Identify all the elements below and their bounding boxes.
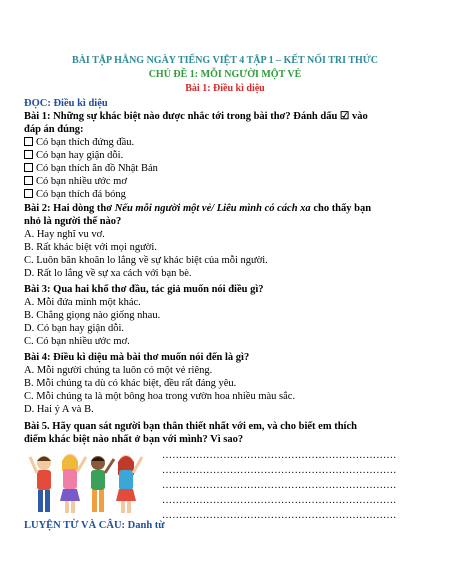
answer-option: B. Mỗi chúng ta dù có khác biệt, đều rất đáng yêu. xyxy=(24,378,237,389)
answer-option: D. Rất lo lắng về sự xa cách với bạn bè. xyxy=(24,268,192,279)
lesson-title: Bài 1: Điều kì diệu xyxy=(185,83,265,94)
checkbox-icon[interactable] xyxy=(24,163,33,172)
option-checkbox[interactable]: Có bạn hay giận dỗi. xyxy=(24,149,428,162)
answer-option: D. Hai ý A và B. xyxy=(24,404,94,415)
answer-option: D. Có bạn hay giận dỗi. xyxy=(24,323,125,334)
topic-title: CHỦ ĐỀ 1: MỖI NGƯỜI MỘT VẺ xyxy=(148,69,302,80)
question-5-line-2: điểm khác biệt nào nhất ở bạn với mình? Vì sao? xyxy=(24,434,244,445)
question-5-line-1: Bài 5. Hãy quan sát người bạn thân thiết nhất với em, và cho biết em thích xyxy=(24,421,357,432)
question-4: Bài 4: Điều kì diệu mà bài thơ muốn nói đến là gì? xyxy=(24,352,250,363)
answer-line[interactable]: …………………………………………………………… xyxy=(162,450,397,461)
checkbox-icon[interactable] xyxy=(24,150,33,159)
answer-line[interactable]: …………………………………………………………… xyxy=(162,510,397,521)
answer-option: C. Có bạn nhiều ước mơ. xyxy=(24,336,130,347)
option-checkbox[interactable]: Có bạn thích đứng đầu. xyxy=(24,136,428,149)
option-checkbox[interactable]: Có bạn nhiều ước mơ xyxy=(24,175,428,188)
answer-option: B. Rất khác biệt với mọi người. xyxy=(24,242,157,253)
answer-option: A. Mỗi đứa mình một khác. xyxy=(24,297,141,308)
answer-line[interactable]: …………………………………………………………… xyxy=(162,495,397,506)
answer-option: A. Mỗi người chúng ta luôn có một vẻ riêng. xyxy=(24,365,213,376)
answer-line[interactable]: …………………………………………………………… xyxy=(162,480,397,491)
question-1-line-1: Bài 1: Những sự khác biệt nào được nhắc tới trong bài thơ? Đánh dấu ☑ vào xyxy=(24,111,368,122)
answer-line[interactable]: …………………………………………………………… xyxy=(162,465,397,476)
checkbox-icon[interactable] xyxy=(24,137,33,146)
question-3: Bài 3: Qua hai khổ thơ đầu, tác giả muốn nói điều gì? xyxy=(24,284,264,295)
answer-option: C. Luôn băn khoăn lo lắng về sự khác biệt của mỗi người. xyxy=(24,255,268,266)
answer-option: B. Chẳng giọng nào giống nhau. xyxy=(24,310,161,321)
checkbox-icon[interactable] xyxy=(24,189,33,198)
worksheet-title: BÀI TẬP HẰNG NGÀY TIẾNG VIỆT 4 TẬP 1 – KẾT NỐI TRI THỨC xyxy=(72,55,378,66)
checkbox-icon[interactable] xyxy=(24,176,33,185)
option-checkbox[interactable]: Có bạn thích ăn đồ Nhật Bản xyxy=(24,162,428,175)
question-2-line-1: Bài 2: Hai dòng thơ Nếu mỗi người một vẻ/ Liêu mình có cách xa cho thấy bạn xyxy=(24,203,372,214)
question-2-line-2: nhỏ là người thế nào? xyxy=(24,216,122,227)
reading-heading: ĐỌC: Điều kì diệu xyxy=(24,98,108,109)
question-1-line-2: đáp án đúng: xyxy=(24,124,84,135)
option-checkbox[interactable]: Có bạn thích đá bóng xyxy=(24,188,428,201)
vocab-heading: LUYỆN TỪ VÀ CÂU: Danh từ xyxy=(24,520,165,531)
answer-option: C. Mỗi chúng ta là một bông hoa trong vườn hoa nhiều màu sắc. xyxy=(24,391,296,402)
children-group-illustration xyxy=(28,449,148,521)
answer-option: A. Hay nghĩ vu vơ. xyxy=(24,229,105,240)
